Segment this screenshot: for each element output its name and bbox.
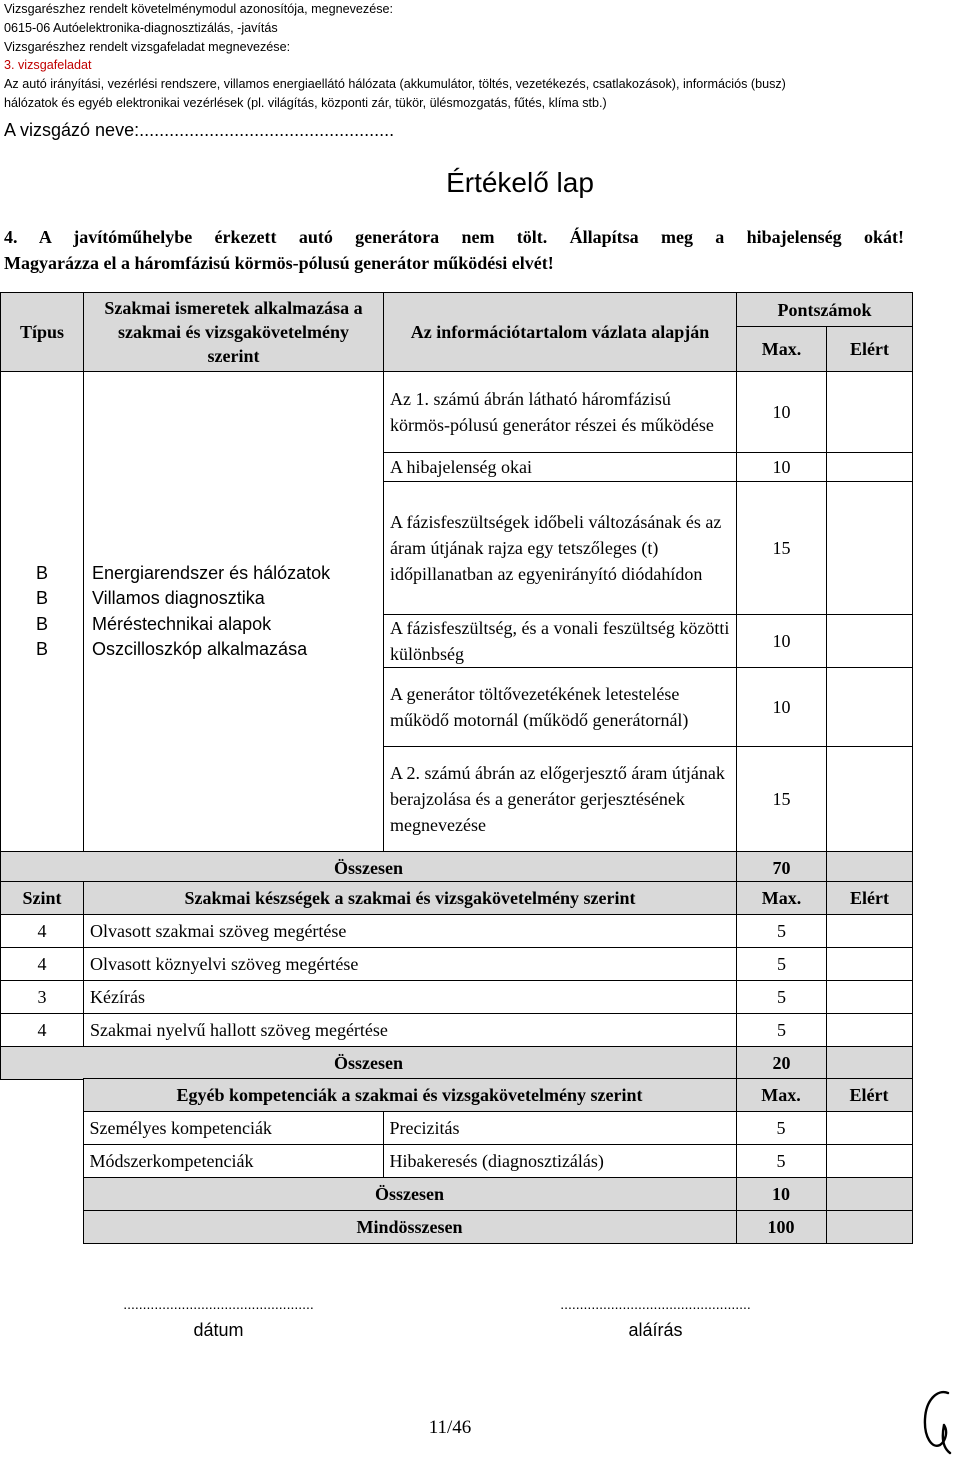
knowledge-item: Oszcilloszkóp alkalmazása <box>92 639 308 659</box>
total-value-2: 20 <box>737 1047 827 1080</box>
skill-max: 5 <box>737 948 827 981</box>
level-cell: 3 <box>1 981 84 1014</box>
signature-line: ................................................. <box>560 1296 751 1312</box>
header-line-5: Az autó irányítási, vezérlési rendszere, villamos energiaellátó hálózata (akkumulátor, töltés, vezetékezés, csatlakozások), információs (busz) <box>4 77 786 92</box>
level-cell: 4 <box>1 948 84 981</box>
max-row-6: 15 <box>737 747 827 852</box>
document-header <box>4 0 954 113</box>
achieved-row-4 <box>827 615 913 668</box>
date-line: ................................................. <box>123 1296 314 1312</box>
level-cell: 4 <box>1 915 84 948</box>
competencies-table <box>0 1078 913 1244</box>
max-row-2: 10 <box>737 453 827 482</box>
header-content: Az információtartalom vázlata alapján <box>384 293 737 372</box>
header-knowledge: Szakmai ismeretek alkalmazása a szakmai és vizsgakövetelmény szerint <box>84 293 384 372</box>
type-b-2: B <box>35 588 48 608</box>
header-achieved-2: Elért <box>827 882 913 915</box>
header-line-1: Vizsgarészhez rendelt követelménymodul azonosítója, megnevezése: <box>4 2 393 16</box>
total-label-2: Összesen <box>1 1047 737 1080</box>
total-value-1: 70 <box>737 852 827 884</box>
grand-total-value: 100 <box>736 1211 826 1244</box>
header-achieved: Elért <box>827 327 913 372</box>
skill-max: 5 <box>737 915 827 948</box>
empty-cell <box>0 1145 83 1178</box>
competency-item: Precizitás <box>383 1112 736 1145</box>
empty-corner <box>0 1079 83 1112</box>
achieved-row-6 <box>827 747 913 852</box>
total-achieved-3 <box>826 1178 912 1211</box>
task-line-2: Magyarázza el a háromfázisú körmös-pólusú generátor működési elvét! <box>4 253 554 273</box>
header-line-4: 3. vizsgafeladat <box>4 58 92 73</box>
header-line-6: hálózatok és egyéb elektronikai vezérlések (pl. világítás, központi zár, tükör, ülésmozgatás, fűtés, klíma stb.) <box>4 95 607 110</box>
skill-cell: Szakmai nyelvű hallott szöveg megértése <box>84 1014 737 1047</box>
achieved-row-1 <box>827 372 913 453</box>
date-signature-block <box>86 1296 351 1341</box>
handwritten-signature <box>918 1385 954 1462</box>
content-row-6: A 2. számú ábrán az előgerjesztő áram útjának berajzolása és a generátor gerjesztésének megnevezése <box>384 747 737 852</box>
grand-total-label: Mindösszesen <box>83 1211 736 1244</box>
empty-cell <box>0 1211 83 1244</box>
header-skills: Szakmai készségek a szakmai és vizsgakövetelmény szerint <box>84 882 737 915</box>
signature-block <box>523 1296 788 1341</box>
competency-category: Módszerkompetenciák <box>83 1145 383 1178</box>
skill-cell: Kézírás <box>84 981 737 1014</box>
page-title: Értékelő lap <box>446 167 594 198</box>
header-type: Típus <box>1 293 84 372</box>
achieved-row-3 <box>827 482 913 615</box>
skill-achieved <box>827 1014 913 1047</box>
knowledge-cell <box>84 372 384 852</box>
total-value-3: 10 <box>736 1178 826 1211</box>
total-achieved-2 <box>827 1047 913 1080</box>
achieved-row-2 <box>827 453 913 482</box>
content-row-4: A fázisfeszültség, és a vonali feszültség közötti különbség <box>384 615 737 668</box>
competency-max: 5 <box>736 1112 826 1145</box>
header-line-3: Vizsgarészhez rendelt vizsgafeladat megnevezése: <box>4 39 291 54</box>
type-b-3: B <box>35 613 48 634</box>
content-row-1: Az 1. számú ábrán látható háromfázisú körmös-pólusú generátor részei és működése <box>384 372 737 453</box>
date-label: dátum <box>193 1320 244 1340</box>
skills-table <box>0 881 913 1080</box>
knowledge-table <box>0 292 913 884</box>
skill-max: 5 <box>737 1014 827 1047</box>
header-max-3: Max. <box>736 1079 826 1112</box>
header-max-2: Max. <box>737 882 827 915</box>
competency-achieved <box>826 1145 912 1178</box>
competency-max: 5 <box>736 1145 826 1178</box>
header-achieved-3: Elért <box>826 1079 912 1112</box>
max-row-1: 10 <box>737 372 827 453</box>
max-row-3: 15 <box>737 482 827 615</box>
header-max: Max. <box>737 327 827 372</box>
knowledge-item: Energiarendszer és hálózatok <box>92 562 331 583</box>
content-row-2: A hibajelenség okai <box>384 453 737 482</box>
content-row-5: A generátor töltővezetékének letestelése működő motornál (működő generátornál) <box>384 668 737 747</box>
type-cell <box>1 372 84 852</box>
skill-achieved <box>827 981 913 1014</box>
signature-label: aláírás <box>628 1320 683 1340</box>
max-row-5: 10 <box>737 668 827 747</box>
page-number: 11/46 <box>428 1417 472 1438</box>
header-other: Egyéb kompetenciák a szakmai és vizsgakövetelmény szerint <box>83 1079 736 1112</box>
header-line-2: 0615-06 Autóelektronika-diagnosztizálás, -javítás <box>4 20 278 35</box>
max-row-4: 10 <box>737 615 827 668</box>
empty-cell <box>0 1178 83 1211</box>
knowledge-item: Villamos diagnosztika <box>92 588 265 608</box>
skill-cell: Olvasott szakmai szöveg megértése <box>84 915 737 948</box>
competency-achieved <box>826 1112 912 1145</box>
task-line-1: 4. A javítóműhelybe érkezett autó generátora nem tölt. Állapítsa meg a hibajelenség okát! <box>4 227 904 247</box>
content-row-3: A fázisfeszültségek időbeli változásának és az áram útjának rajza egy tetszőleges (t) időpillanatban az egyenirányító diódahídon <box>384 482 737 615</box>
empty-cell <box>0 1112 83 1145</box>
type-b-4: B <box>35 639 48 659</box>
total-label-1: Összesen <box>1 852 737 884</box>
skill-achieved <box>827 915 913 948</box>
total-achieved-1 <box>827 852 913 884</box>
skill-max: 5 <box>737 981 827 1014</box>
level-cell: 4 <box>1 1014 84 1047</box>
grand-total-achieved <box>826 1211 912 1244</box>
skill-cell: Olvasott köznyelvi szöveg megértése <box>84 948 737 981</box>
competency-item: Hibakeresés (diagnosztizálás) <box>383 1145 736 1178</box>
achieved-row-5 <box>827 668 913 747</box>
examinee-name-field: A vizsgázó neve:................................................... <box>4 120 395 140</box>
header-points: Pontszámok <box>737 293 913 327</box>
task-description <box>4 224 904 276</box>
competency-category: Személyes kompetenciák <box>83 1112 383 1145</box>
header-level: Szint <box>1 882 84 915</box>
total-label-3: Összesen <box>83 1178 736 1211</box>
skill-achieved <box>827 948 913 981</box>
type-b-1: B <box>35 562 48 583</box>
knowledge-item: Méréstechnikai alapok <box>92 613 272 634</box>
